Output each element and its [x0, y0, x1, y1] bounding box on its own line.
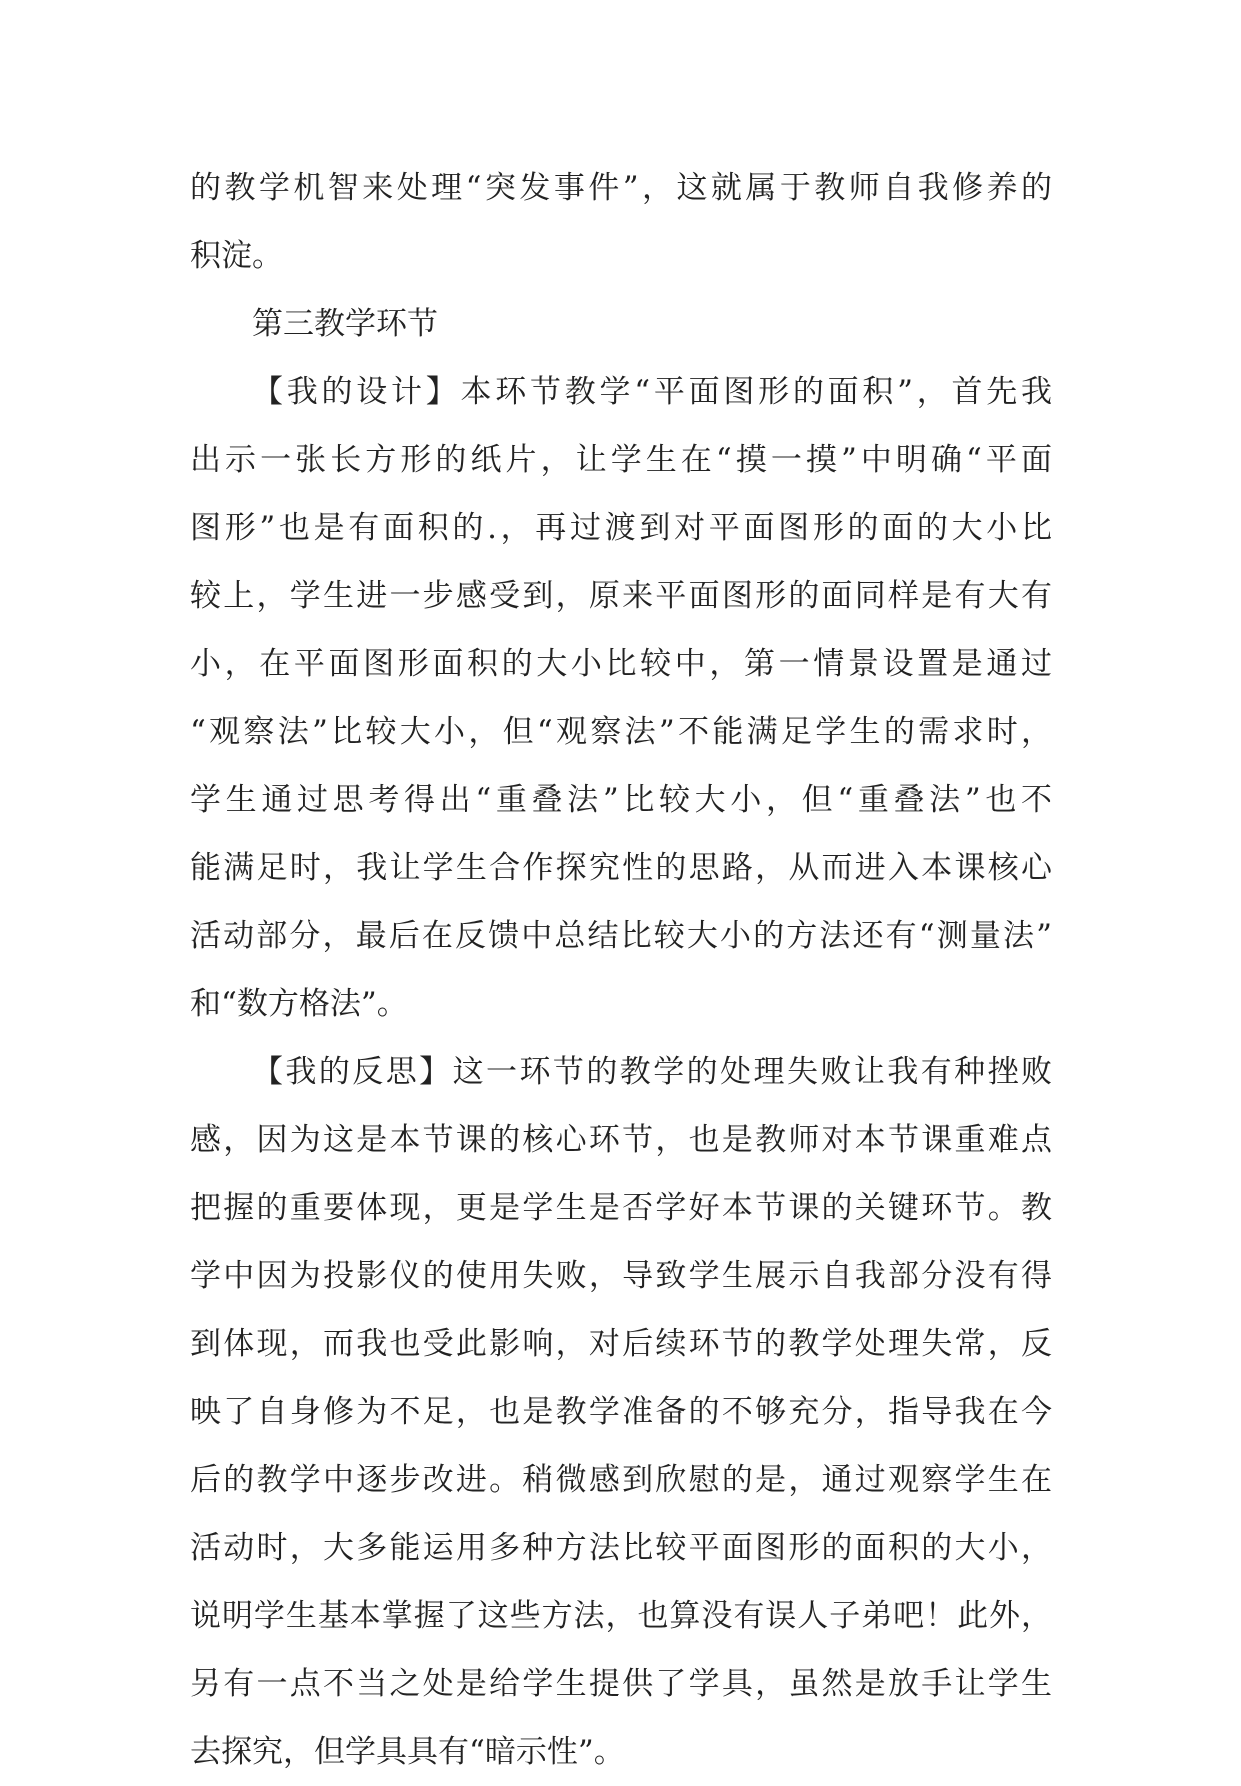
paragraph-line: 小，在平面图形面积的大小比较中，第一情景设置是通过 — [190, 646, 1052, 682]
paragraph-line: 【我的设计】本环节教学“平面图形的面积”，首先我 — [252, 374, 1052, 410]
paragraph-line: 后的教学中逐步改进。稍微感到欣慰的是，通过观察学生在 — [190, 1462, 1052, 1498]
paragraph-line: 较上，学生进一步感受到，原来平面图形的面同样是有大有 — [190, 578, 1052, 614]
paragraph-line: 的教学机智来处理“突发事件”，这就属于教师自我修养的 — [190, 170, 1052, 206]
paragraph-line: 学生通过思考得出“重叠法”比较大小，但“重叠法”也不 — [190, 782, 1052, 818]
section-heading: 第三教学环节 — [252, 306, 438, 342]
paragraph-line: 积淀。 — [190, 238, 283, 274]
paragraph-line: 学中因为投影仪的使用失败，导致学生展示自我部分没有得 — [190, 1258, 1052, 1294]
paragraph-line: 能满足时，我让学生合作探究性的思路，从而进入本课核心 — [190, 850, 1052, 886]
paragraph-line: 和“数方格法”。 — [190, 986, 408, 1022]
paragraph-line: 【我的反思】这一环节的教学的处理失败让我有种挫败 — [252, 1054, 1052, 1090]
document-body — [190, 154, 1052, 1786]
paragraph-line: 活动时，大多能运用多种方法比较平面图形的面积的大小， — [190, 1530, 1052, 1566]
paragraph-line: 感，因为这是本节课的核心环节，也是教师对本节课重难点 — [190, 1122, 1052, 1158]
paragraph-line: 说明学生基本掌握了这些方法，也算没有误人子弟吧！此外， — [190, 1598, 1052, 1634]
paragraph-line: 图形”也是有面积的.，再过渡到对平面图形的面的大小比 — [190, 510, 1052, 546]
paragraph-line: 把握的重要体现，更是学生是否学好本节课的关键环节。教 — [190, 1190, 1052, 1226]
paragraph-line: 另有一点不当之处是给学生提供了学具，虽然是放手让学生 — [190, 1666, 1052, 1702]
paragraph-line: 到体现，而我也受此影响，对后续环节的教学处理失常，反 — [190, 1326, 1052, 1362]
paragraph-line: 活动部分，最后在反馈中总结比较大小的方法还有“测量法” — [190, 918, 1052, 954]
paragraph-line: 映了自身修为不足，也是教学准备的不够充分，指导我在今 — [190, 1394, 1052, 1430]
paragraph-line: 出示一张长方形的纸片，让学生在“摸一摸”中明确“平面 — [190, 442, 1052, 478]
paragraph-line: “观察法”比较大小，但“观察法”不能满足学生的需求时， — [190, 714, 1052, 750]
paragraph-line: 去探究，但学具具有“暗示性”。 — [190, 1734, 625, 1770]
